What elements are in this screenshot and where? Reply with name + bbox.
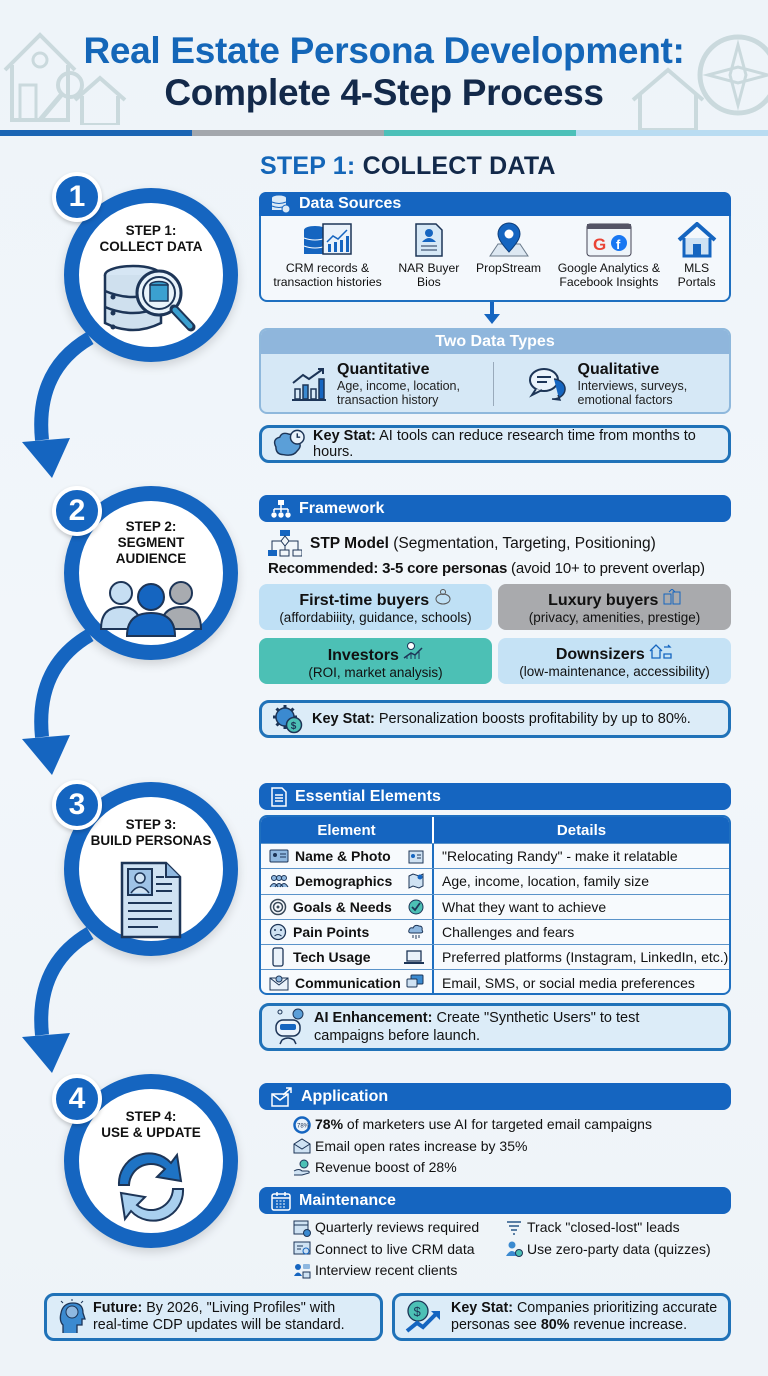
table-row: Goals & Needs What they want to achieve (261, 894, 729, 919)
storm-cloud-icon (408, 924, 424, 940)
svg-text:G: G (592, 235, 607, 254)
dollar-growth-icon (405, 1299, 445, 1335)
laptop-icon (404, 949, 424, 965)
database-settings-icon (271, 195, 291, 213)
map-pin-icon (488, 222, 530, 258)
investment-chart-icon (403, 642, 423, 660)
persona-downsizers: Downsizers (low-maintenance, accessibility) (498, 638, 731, 684)
step-2-to-3-arrow-icon (20, 627, 100, 777)
source-nar: NAR Buyer Bios (398, 222, 459, 289)
database-chart-icon (303, 222, 353, 258)
table-header (261, 817, 729, 843)
source-crm: CRM records & transaction histories (273, 222, 381, 289)
svg-text:$: $ (290, 721, 297, 732)
crm-dashboard-icon (293, 1240, 311, 1258)
brain-clock-icon (272, 429, 305, 459)
step-2-sublabel: SEGMENT (117, 535, 185, 550)
recommended-line: Recommended: 3-5 core personas (avoid 10+ to prevent overlap) (268, 560, 705, 577)
step-1-heading: STEP 1: COLLECT DATA (260, 152, 556, 180)
piggy-bank-icon (434, 589, 452, 605)
people-group-icon (99, 579, 203, 637)
data-sources-list (261, 218, 729, 289)
step-2-sublabel-2: AUDIENCE (115, 551, 187, 566)
list-item: Email open rates increase by 35% (293, 1136, 652, 1158)
title-line-1: Real Estate Persona Development: (83, 30, 685, 71)
svg-text:$: $ (413, 1304, 421, 1319)
step-1-number-badge: 1 (52, 172, 102, 222)
email-send-icon (271, 1087, 293, 1107)
framework-header (259, 495, 731, 522)
stp-model-line: STP Model (Segmentation, Targeting, Positioning) (268, 530, 656, 558)
ai-enhancement-note: AI Enhancement: Create "Synthetic Users" to test campaigns before launch. (259, 1003, 731, 1051)
column-header-details: Details (556, 821, 607, 839)
list-item: Track "closed-lost" leads (505, 1217, 711, 1239)
quantitative-type: Quantitative Age, income, location, transaction history (261, 354, 493, 414)
step-2-key-stat: $ Key Stat: Personalization boosts profitability by up to 80%. (259, 700, 731, 738)
data-sources-panel (259, 192, 731, 302)
bio-document-icon (414, 222, 444, 258)
step-1-key-stat: Key Stat: AI tools can reduce research time from months to hours. (259, 425, 731, 463)
step-1-label: STEP 1: (125, 223, 177, 238)
svg-text:78%: 78% (297, 1123, 310, 1130)
footer-key-stat: $ Key Stat: Companies prioritizing accurate personas see 80% revenue increase. (392, 1293, 731, 1341)
step-3-to-4-arrow-icon (20, 925, 100, 1075)
hierarchy-icon (271, 500, 291, 518)
title-line-2: Complete 4-Step Process (164, 72, 604, 113)
house-transfer-icon (649, 643, 673, 659)
step-3-sublabel: BUILD PERSONAS (90, 833, 212, 848)
smartphone-icon (269, 947, 287, 967)
data-sources-title: Data Sources (299, 195, 402, 212)
table-row: Demographics Age, income, location, family size (261, 868, 729, 893)
source-propstream: PropStream (476, 222, 541, 289)
list-item: Quarterly reviews required (293, 1217, 479, 1239)
database-search-icon (101, 261, 201, 339)
head-brain-icon (57, 1299, 87, 1335)
user-data-icon (505, 1240, 523, 1258)
step-2-number-badge: 2 (52, 486, 102, 536)
calendar-clock-icon (293, 1219, 311, 1237)
step-4-sublabel: USE & UPDATE (101, 1125, 201, 1140)
maintenance-title: Maintenance (299, 1191, 396, 1209)
header (0, 0, 768, 130)
id-card-icon (269, 849, 289, 863)
luxury-building-icon (663, 589, 681, 605)
persona-investors: Investors (ROI, market analysis) (259, 638, 492, 684)
application-header (259, 1083, 731, 1110)
map-icon (408, 873, 424, 889)
robot-icon (272, 1008, 306, 1046)
step-4-number-badge: 4 (52, 1074, 102, 1124)
persona-first-time-buyers: First-time buyers (affordabiiity, guidance, schools) (259, 584, 492, 630)
flowchart-icon (268, 530, 302, 558)
application-list (293, 1114, 652, 1179)
step-1-sublabel: COLLECT DATA (99, 239, 203, 254)
color-divider-bar (0, 130, 768, 136)
column-header-element: Element (261, 817, 434, 843)
envelope-icon (269, 975, 289, 991)
funnel-track-icon (505, 1219, 523, 1237)
maintenance-header (259, 1187, 731, 1214)
demographics-icon (269, 874, 289, 888)
target-icon (269, 898, 287, 916)
refresh-cycle-icon (111, 1149, 191, 1223)
essential-elements-table (259, 815, 731, 995)
step-2-label: STEP 2: (125, 519, 177, 534)
check-circle-icon (408, 899, 424, 915)
data-types-title: Two Data Types (261, 330, 729, 354)
list-item: Connect to live CRM data (293, 1239, 479, 1261)
step-4-label: STEP 4: (125, 1109, 177, 1124)
profile-document-icon (118, 859, 184, 941)
step-1-to-2-arrow-icon (20, 330, 100, 480)
source-google-facebook: G f Google Analytics & Facebook Insights (558, 222, 660, 289)
document-list-icon (271, 787, 287, 807)
gear-dollar-icon (272, 704, 304, 734)
calendar-icon (271, 1191, 291, 1211)
svg-text:f: f (615, 237, 621, 252)
list-item: Revenue boost of 28% (293, 1157, 652, 1179)
sad-face-icon (269, 923, 287, 941)
bar-chart-trend-icon (291, 367, 327, 401)
interview-people-icon (293, 1262, 311, 1280)
table-row: Name & Photo "Relocating Randy" - make it relatable (261, 843, 729, 868)
list-item: Use zero-party data (quizzes) (505, 1239, 711, 1261)
list-item: Interview recent clients (293, 1260, 479, 1282)
qualitative-type: Qualitative Interviews, surveys, emotional factors (494, 354, 730, 414)
badge-icon (408, 848, 424, 864)
list-item: 78% 78% of marketers use AI for targeted email campaigns (293, 1114, 652, 1136)
step-3-label: STEP 3: (125, 817, 177, 832)
source-mls: MLS Portals (677, 222, 717, 289)
hand-coin-icon (293, 1159, 311, 1177)
house-icon (677, 222, 717, 258)
open-email-icon (293, 1137, 311, 1155)
percent-badge-icon (293, 1116, 311, 1134)
future-note: Future: By 2026, "Living Profiles" with real-time CDP updates will be standard. (44, 1293, 383, 1341)
chat-bubbles-icon (528, 367, 568, 401)
maintenance-list-right (505, 1217, 711, 1260)
google-facebook-icon (585, 222, 633, 258)
table-row: Pain Points Challenges and fears (261, 919, 729, 944)
chat-icon (406, 974, 424, 990)
essential-elements-header (259, 783, 731, 810)
table-row: Tech Usage Preferred platforms (Instagram, LinkedIn, etc.) (261, 944, 729, 969)
data-sources-header (259, 192, 731, 216)
down-arrow-icon (484, 302, 500, 326)
persona-luxury-buyers: Luxury buyers (privacy, amenities, prestige) (498, 584, 731, 630)
application-title: Application (301, 1087, 389, 1105)
essential-elements-title: Essential Elements (295, 787, 441, 805)
data-types-panel (259, 328, 731, 414)
framework-title: Framework (299, 499, 385, 517)
maintenance-list-left (293, 1217, 479, 1282)
step-3-number-badge: 3 (52, 780, 102, 830)
table-row: Communication Email, SMS, or social media preferences (261, 969, 729, 994)
